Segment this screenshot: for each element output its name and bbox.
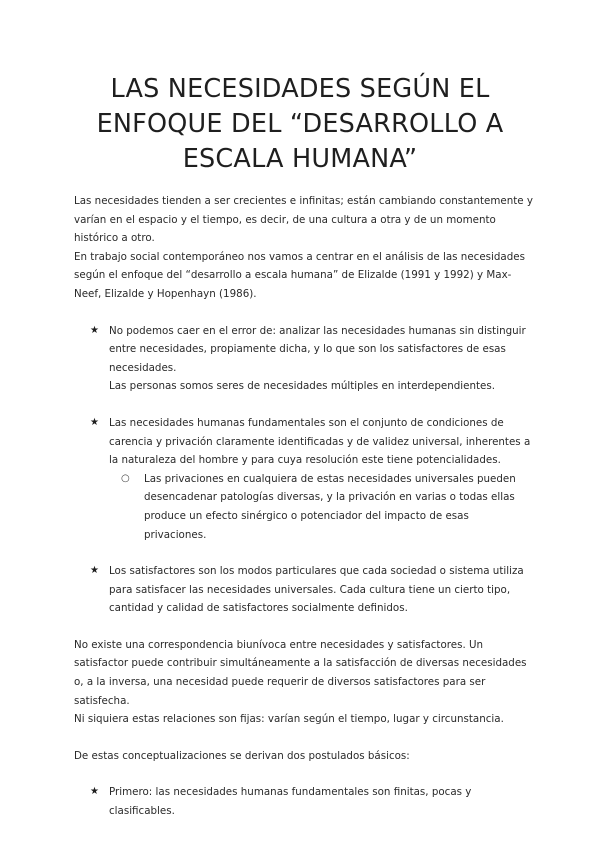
middle-paragraph-2: Ni siquiera estas relaciones son fijas: varían según el tiempo, lugar y circunstancia.	[74, 713, 504, 726]
intro-paragraph-1: Las necesidades tienden a ser crecientes e infinitas; están cambiando constantemente y varían en el espacio y el tiempo, es decir, de una cultura a otra y de un momento histórico a otro.	[74, 195, 533, 245]
middle-paragraph-1: No existe una correspondencia biunívoca entre necesidades y satisfactores. Un satisfactor puede contribuir simultáneamente a la satisfacción de diversas necesidades o, a la inversa, una necesidad puede requerir de diversos satisfactores para ser satisfecha.	[74, 638, 527, 707]
circle-bullet-icon: ○	[121, 472, 130, 484]
bullet-item-2	[74, 414, 534, 470]
bullet-extra-text: Las personas somos seres de necesidades múltiples en interdependientes.	[109, 380, 495, 393]
sub-bullet-text: Las privaciones en cualquiera de estas necesidades universales pueden desencadenar patologías diversas, y la privación en varias o todas ellas produce un efecto sinérgico o potenciador del impacto de esas privaciones.	[144, 472, 516, 541]
postulado-item-1	[74, 783, 534, 820]
bullet-text: Los satisfactores son los modos particulares que cada sociedad o sistema utiliza para satisfacer las necesidades universales. Cada cultura tiene un cierto tipo, cantidad y calidad de satisfactores socialmente definidos.	[109, 565, 524, 615]
bullet-text: Las necesidades humanas fundamentales son el conjunto de condiciones de carencia y privación claramente identificadas y de validez universal, inherentes a la naturaleza del hombre y para cuya resolución este tiene potencialidades.	[109, 416, 531, 467]
sub-bullet-item	[109, 470, 534, 544]
document-body	[74, 192, 534, 821]
document-title: LAS NECESIDADES SEGÚN EL ENFOQUE DEL “DESARROLLO A ESCALA HUMANA”	[96, 74, 504, 174]
middle-paragraph-3: De estas conceptualizaciones se derivan dos postulados básicos:	[74, 749, 410, 762]
star-bullet-icon: ★	[90, 786, 99, 798]
star-bullet-icon: ★	[90, 565, 99, 577]
intro-paragraph-2: En trabajo social contemporáneo nos vamos a centrar en el análisis de las necesidades según el enfoque del “desarrollo a escala humana” de Elizalde (1991 y 1992) y Max-Neef, Elizalde y Hopenhayn (1986).	[74, 250, 525, 300]
star-bullet-icon: ★	[90, 324, 99, 336]
bullet-item-3	[74, 562, 534, 618]
bullet-text: No podemos caer en el error de: analizar las necesidades humanas sin distinguir entre necesidades, propiamente dicha, y lo que son los satisfactores de esas necesidades.	[109, 324, 526, 374]
postulado-text: Primero: las necesidades humanas fundamentales son finitas, pocas y clasificables.	[109, 786, 472, 818]
bullet-item-1	[74, 322, 534, 396]
star-bullet-icon: ★	[90, 416, 99, 428]
